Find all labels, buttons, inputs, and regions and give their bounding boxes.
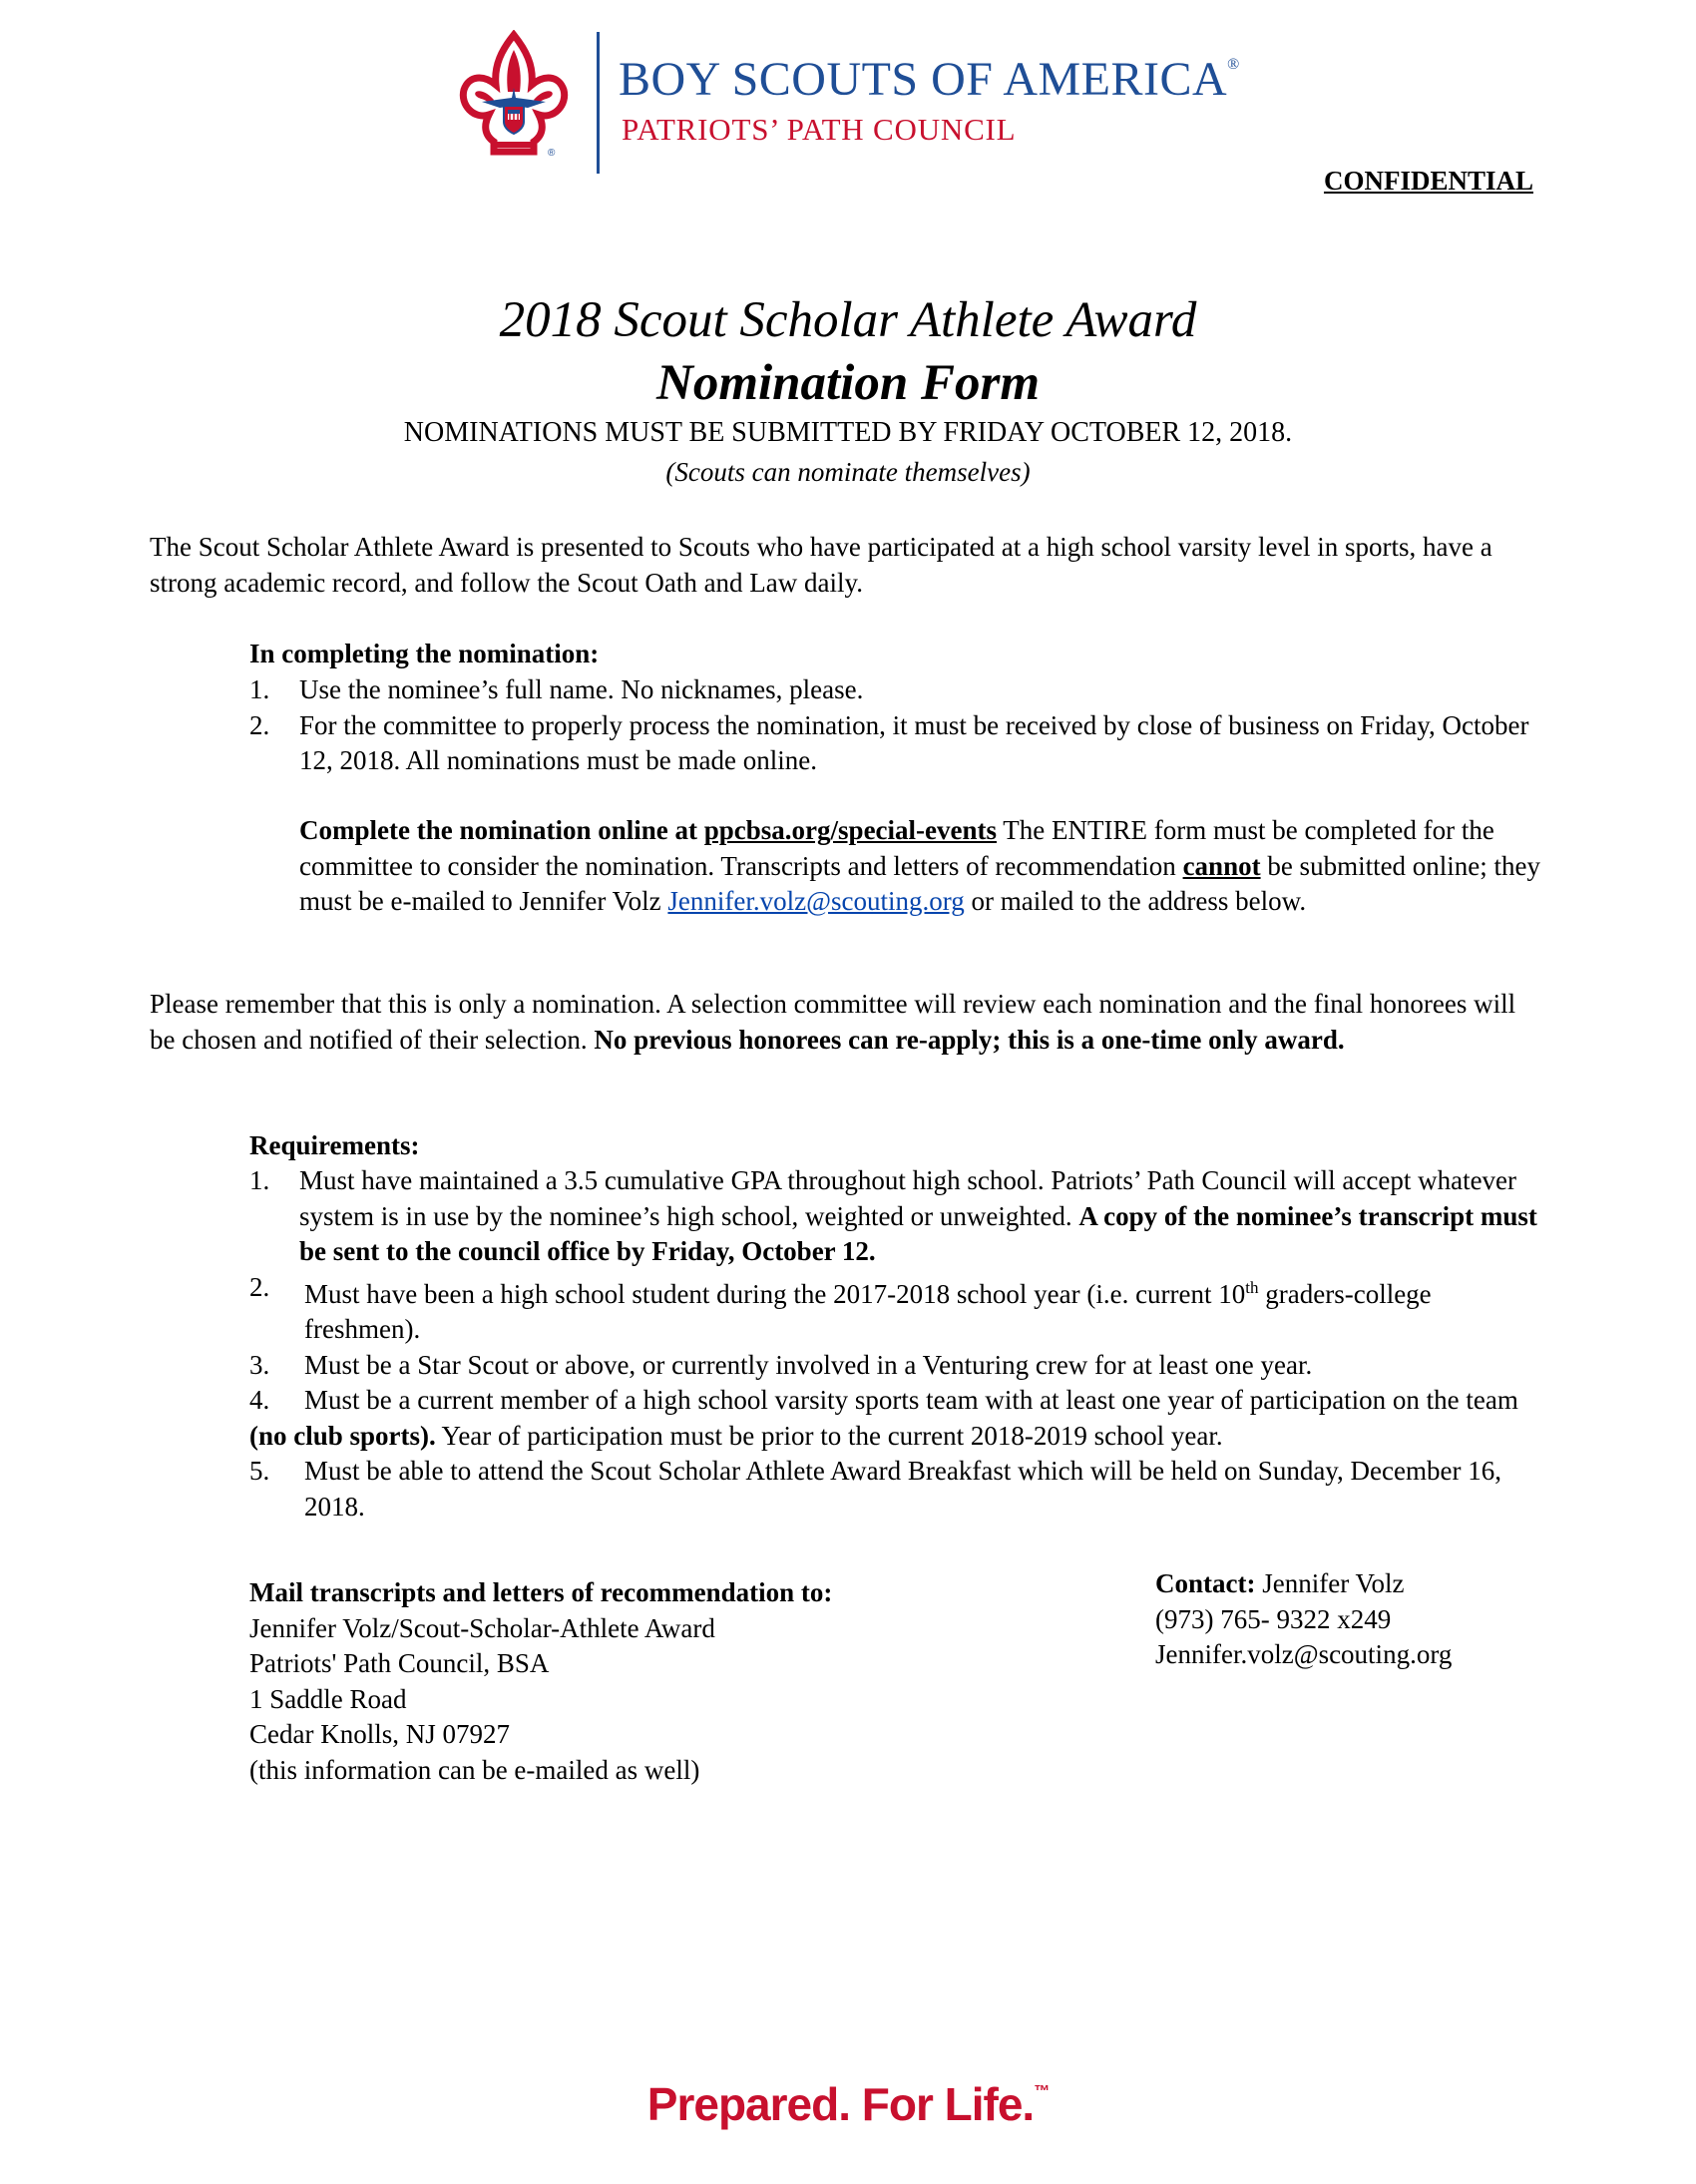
council-name: PATRIOTS’ PATH COUNCIL bbox=[622, 112, 1017, 147]
list-item: 3. Must be a Star Scout or above, or currently involved in a Venturing crew for at least one year. bbox=[249, 1349, 1313, 1380]
confidential-label: CONFIDENTIAL bbox=[1323, 166, 1533, 196]
requirements-heading: Requirements: bbox=[249, 1130, 420, 1160]
list-item: 1. Use the nominee’s full name. No nicknames, please. bbox=[249, 674, 864, 704]
list-item: 2. Must have been a high school student during the 2017-2018 school year (i.e. current 10th graders-college freshmen). bbox=[249, 1271, 1432, 1344]
address-line: Jennifer Volz/Scout-Scholar-Athlete Award bbox=[249, 1612, 715, 1643]
svg-text:®: ® bbox=[548, 148, 556, 159]
email-link[interactable]: Jennifer.volz@scouting.org bbox=[667, 886, 965, 916]
list-item: 5. Must be able to attend the Scout Scholar Athlete Award Breakfast which will be held on Sunday, December 16, 2018. bbox=[249, 1456, 1501, 1522]
bsa-fleur-de-lis-icon bbox=[454, 30, 574, 170]
list-item: 4. Must be a current member of a high school varsity sports team with at least one year of participation on the team (no club sports). Year of participation must be prior to the current 2018-2019 school year. bbox=[249, 1385, 1518, 1451]
completing-list bbox=[249, 672, 1546, 779]
address-line: (this information can be e-mailed as well) bbox=[249, 1754, 700, 1785]
contact-name: Jennifer Volz bbox=[1255, 1568, 1405, 1598]
completing-heading: In completing the nomination: bbox=[249, 639, 600, 668]
contact-phone: (973) 765- 9322 x249 bbox=[1155, 1603, 1392, 1634]
logo-divider bbox=[597, 32, 600, 174]
cannot-emphasis: cannot bbox=[1182, 850, 1261, 881]
bsa-header-logo bbox=[454, 30, 1252, 180]
contact-block bbox=[1155, 1566, 1554, 1673]
registered-mark: ® bbox=[1227, 56, 1240, 73]
list-item: 2. For the committee to properly process the nomination, it must be received by close of business on Friday, October 12, 2018. All nominations must be made online. bbox=[249, 709, 1529, 775]
footer-tagline: Prepared. For Life.™ bbox=[646, 2078, 1050, 2130]
org-name: BOY SCOUTS OF AMERICA® bbox=[619, 53, 1240, 106]
trademark-mark: ™ bbox=[1034, 2083, 1050, 2100]
contact-email: Jennifer.volz@scouting.org bbox=[1155, 1639, 1453, 1669]
list-item: 1. Must have maintained a 3.5 cumulative GPA throughout high school. Patriots’ Path Council will accept whatever system is in use by the nominee’s high school, weighted or unweighted. A copy of the nominee’s transcript must be sent to the council office by Friday, October 12. bbox=[249, 1165, 1537, 1266]
address-line: 1 Saddle Road bbox=[249, 1683, 407, 1714]
contact-label: Contact: bbox=[1155, 1568, 1256, 1598]
online-instructions: Complete the nomination online at ppcbsa.org/special-events The ENTIRE form must be completed for the committee to consider the nomination. Transcripts and letters of recommendation cannot be submitted online; they must be e-mailed to Jennifer Volz Jennifer.volz@scouting.org or mailed to the address below. bbox=[299, 815, 1541, 916]
deadline-notice: NOMINATIONS MUST BE SUBMITTED BY FRIDAY OCTOBER 12, 2018. bbox=[403, 417, 1293, 448]
mail-heading: Mail transcripts and letters of recommendation to: bbox=[249, 1577, 833, 1607]
self-nomination-note: (Scouts can nominate themselves) bbox=[665, 457, 1031, 487]
address-line: Cedar Knolls, NJ 07927 bbox=[249, 1719, 510, 1749]
requirements-list bbox=[249, 1163, 1546, 1525]
award-title: 2018 Scout Scholar Athlete Award bbox=[499, 292, 1197, 348]
address-line: Patriots' Path Council, BSA bbox=[249, 1648, 550, 1678]
form-title: Nomination Form bbox=[655, 355, 1041, 411]
intro-paragraph: The Scout Scholar Athlete Award is presented to Scouts who have participated at a high school varsity level in sports, have a strong academic record, and follow the Scout Oath and Law daily. bbox=[150, 532, 1492, 598]
mailing-address bbox=[249, 1575, 1028, 1788]
reminder-paragraph: Please remember that this is only a nomination. A selection committee will review each nomination and the final honorees will be chosen and notified of their selection. No previous honorees can re-apply; this is a one-time only award. bbox=[150, 989, 1516, 1055]
special-events-link[interactable]: ppcbsa.org/special-events bbox=[703, 815, 998, 845]
